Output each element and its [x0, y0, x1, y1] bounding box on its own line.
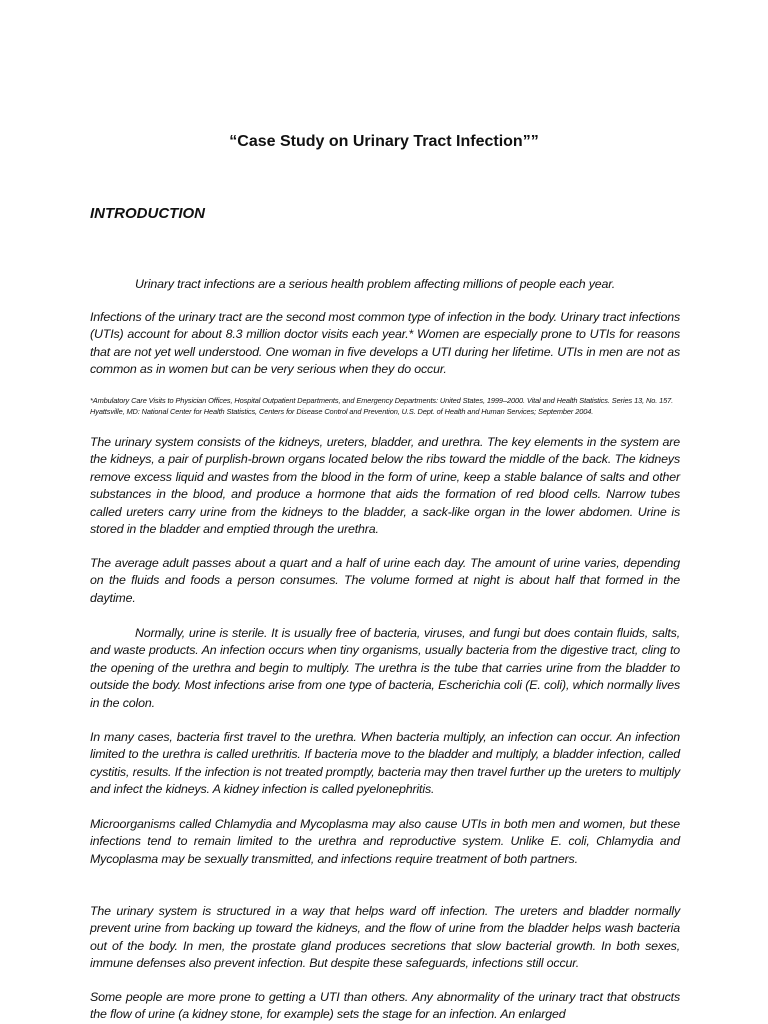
- paragraph-1: Urinary tract infections are a serious health problem affecting millions of people each year.: [135, 277, 616, 291]
- document-title: “Case Study on Urinary Tract Infection””: [229, 133, 539, 150]
- paragraph-6: In many cases, bacteria first travel to the urethra. When bacteria multiply, an infection can occur. An infection limited to the urethra is called urethritis. If bacteria move to the bladder and multiply, a bladder infection, called cystitis, results. If the infection is not treated promptly, bacteria may then travel further up the ureters to multiply and infect the kidneys. A kidney infection is called pyelonephritis.: [90, 730, 680, 797]
- paragraph-9: Some people are more prone to getting a UTI than others. Any abnormality of the urinary tract that obstructs the flow of urine (a kidney stone, for example) sets the stage for an infection. An enlarged: [90, 990, 680, 1022]
- footnote: *Ambulatory Care Visits to Physician Offices, Hospital Outpatient Departments, and Emergency Departments: United States, 1999–2000. Vital and Health Statistics. Series 13, No. 157. Hyattsville, MD: National Center for Health Statistics, Centers for Disease Control and Prevention, U.S. Dept. of Health and Human Services; September 2004.: [90, 396, 674, 416]
- paragraph-4: The average adult passes about a quart and a half of urine each day. The amount of urine varies, depending on the fluids and foods a person consumes. The volume formed at night is about half that formed in the daytime.: [90, 556, 680, 605]
- paragraph-2: Infections of the urinary tract are the second most common type of infection in the body. Urinary tract infections (UTIs) account for about 8.3 million doctor visits each year.* Women are especially prone to UTIs for reasons that are not yet well understood. One woman in five develops a UTI during her lifetime. UTIs in men are not as common as in women but can be very serious when they do occur.: [90, 310, 680, 377]
- paragraph-8: The urinary system is structured in a way that helps ward off infection. The ureters and bladder normally prevent urine from backing up toward the kidneys, and the flow of urine from the bladder helps wash bacteria out of the body. In men, the prostate gland produces secretions that slow bacterial growth. In both sexes, immune defenses also prevent infection. But despite these safeguards, infections still occur.: [90, 904, 680, 971]
- paragraph-7: Microorganisms called Chlamydia and Mycoplasma may also cause UTIs in both men and women, but these infections tend to remain limited to the urethra and reproductive system. Unlike E. coli, Chlamydia and Mycoplasma may be sexually transmitted, and infections require treatment of both partners.: [90, 817, 680, 866]
- paragraph-3: The urinary system consists of the kidneys, ureters, bladder, and urethra. The key elements in the system are the kidneys, a pair of purplish-brown organs located below the ribs toward the middle of the back. The kidneys remove excess liquid and wastes from the blood in the form of urine, keep a stable balance of salts and other substances in the blood, and produce a hormone that aids the formation of red blood cells. Narrow tubes called ureters carry urine from the kidneys to the bladder, a sack-like organ in the lower abdomen. Urine is stored in the bladder and emptied through the urethra.: [90, 435, 680, 537]
- paragraph-5: Normally, urine is sterile. It is usually free of bacteria, viruses, and fungi but does contain fluids, salts, and waste products. An infection occurs when tiny organisms, usually bacteria from the digestive tract, cling to the opening of the urethra and begin to multiply. The urethra is the tube that carries urine from the bladder to outside the body. Most infections arise from one type of bacteria, Escherichia coli (E. coli), which normally lives in the colon.: [90, 626, 680, 710]
- section-heading-introduction: INTRODUCTION: [90, 205, 205, 222]
